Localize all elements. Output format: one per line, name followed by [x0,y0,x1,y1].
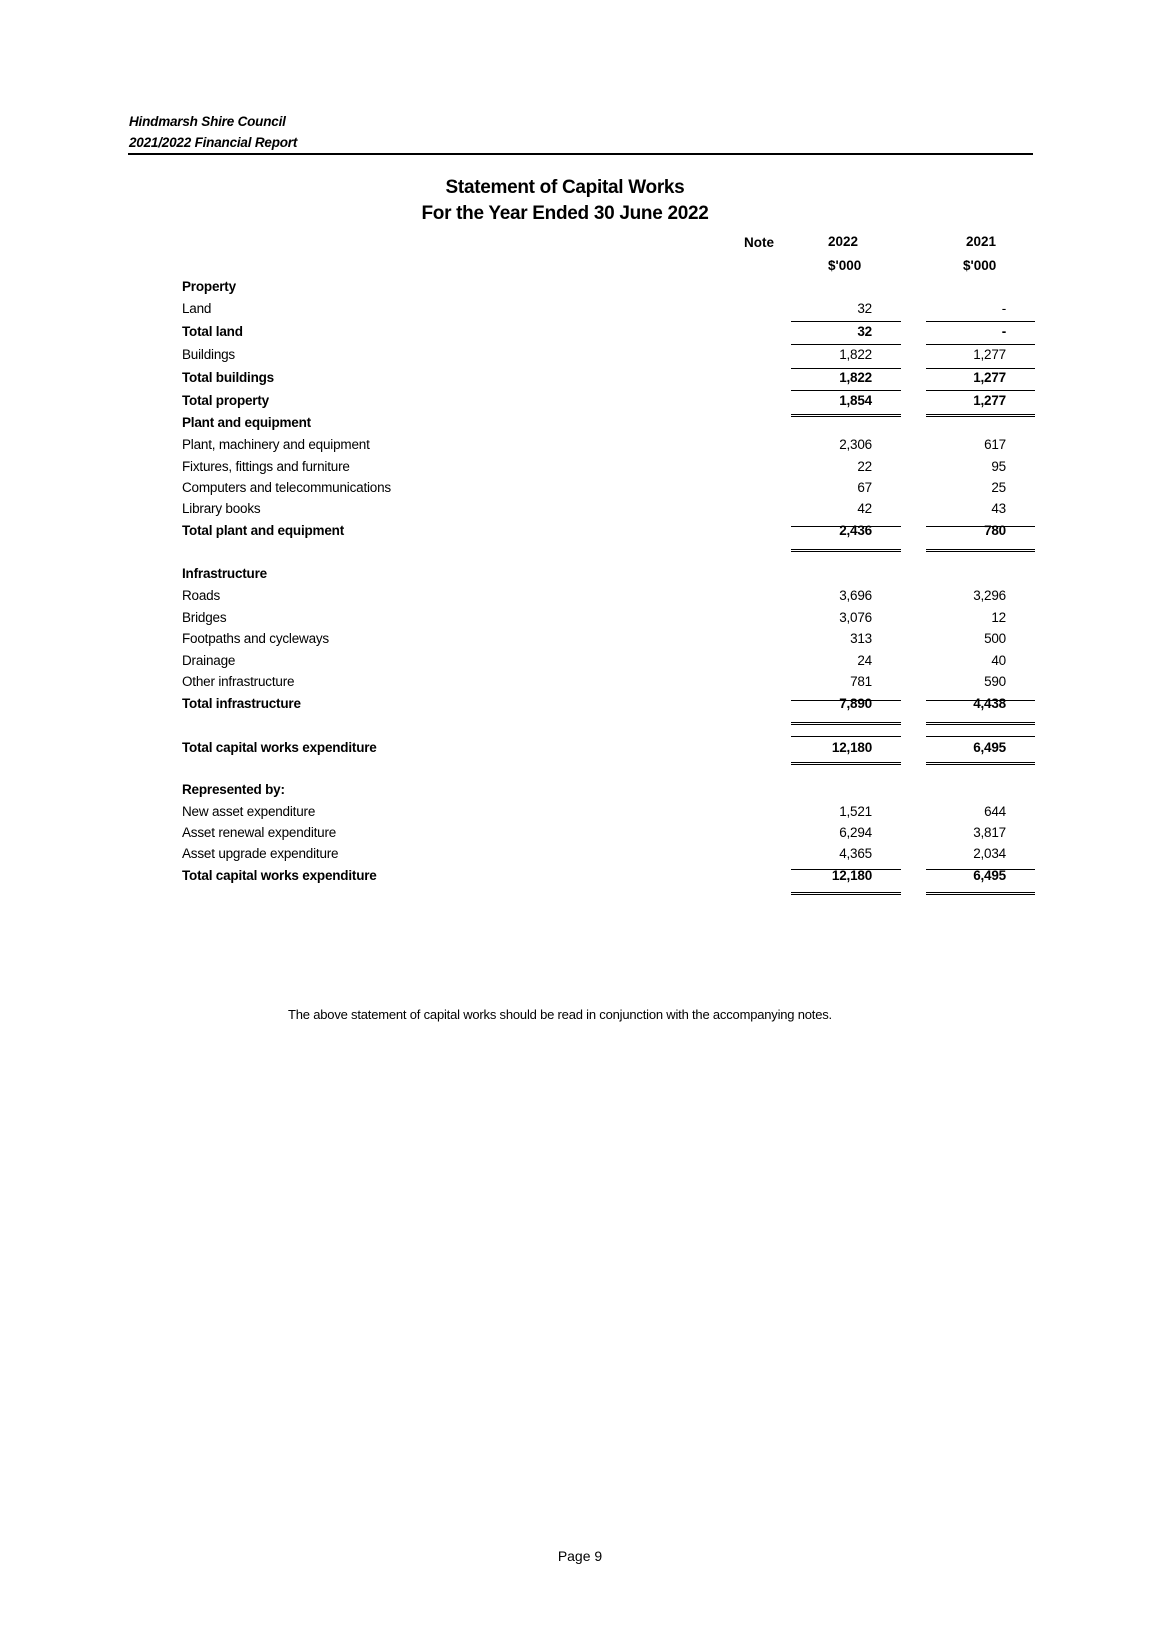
total-rule [791,368,901,369]
value-2021: 2,034 [973,846,1006,861]
table-row [182,566,1032,586]
statement-title: Statement of Capital Works [445,177,685,198]
unit-2022-header: $'000 [828,258,862,273]
note-column-header: Note [744,235,774,250]
total-rule [791,416,901,417]
unit-2021-header: $'000 [963,258,997,273]
row-label: Total infrastructure [182,696,301,711]
table-row [182,415,1032,435]
row-label: Total property [182,393,269,408]
total-rule [926,526,1035,527]
value-2021: 40 [991,653,1006,668]
row-label: Plant, machinery and equipment [182,437,370,452]
total-rule [926,894,1035,895]
table-row [182,846,1032,866]
value-2021: 1,277 [973,393,1006,408]
total-rule [926,414,1035,415]
total-rule [791,724,901,725]
table-row [182,653,1032,673]
value-2021: 3,817 [973,825,1006,840]
value-2022: 1,822 [839,370,872,385]
value-2021: 95 [991,459,1006,474]
value-2022: 22 [857,459,872,474]
table-row [182,501,1032,521]
table-row [182,631,1032,651]
value-2022: 781 [850,674,872,689]
table-row [182,868,1032,888]
total-rule [926,764,1035,765]
total-rule [791,526,901,527]
total-rule [926,892,1035,893]
value-2022: 12,180 [831,868,872,883]
value-2021: 6,495 [973,868,1006,883]
total-rule [926,869,1035,870]
total-rule [791,321,901,322]
value-2022: 7,890 [839,696,872,711]
row-label: Infrastructure [182,566,267,581]
total-rule [791,869,901,870]
total-rule [926,551,1035,552]
value-2021: 617 [984,437,1006,452]
row-label: Total land [182,324,243,339]
row-label: Asset upgrade expenditure [182,846,339,861]
row-label: Land [182,301,212,316]
total-rule [791,764,901,765]
value-2021: 4,438 [973,696,1006,711]
table-row [182,347,1032,367]
total-rule [926,321,1035,322]
row-label: Buildings [182,347,235,362]
table-row [182,370,1032,390]
value-2022: 12,180 [831,740,872,755]
total-rule [791,762,901,763]
value-2022: 1,854 [839,393,872,408]
total-rule [926,416,1035,417]
row-label: Total capital works expenditure [182,740,377,755]
year-2022-header: 2022 [828,234,859,249]
total-rule [926,549,1035,550]
value-2022: 3,076 [839,610,872,625]
value-2021: 500 [984,631,1006,646]
row-label: Footpaths and cycleways [182,631,329,646]
value-2022: 313 [850,631,872,646]
table-row [182,324,1032,344]
table-row [182,301,1032,321]
header-org: Hindmarsh Shire Council [129,114,286,129]
value-2022: 1,822 [839,347,872,362]
value-2022: 42 [857,501,872,516]
value-2021: - [1001,324,1006,339]
value-2022: 32 [857,301,872,316]
total-rule [791,892,901,893]
total-rule [791,390,901,391]
row-label: Other infrastructure [182,674,295,689]
table-row [182,610,1032,630]
value-2021: 25 [991,480,1006,495]
footnote: The above statement of capital works should be read in conjunction with the accompanying notes. [288,1007,832,1022]
total-rule [791,700,901,701]
total-rule [791,722,901,723]
total-rule [926,700,1035,701]
total-rule [926,344,1035,345]
table-row [182,279,1032,299]
value-2021: 43 [991,501,1006,516]
page-number: Page 9 [557,1548,603,1564]
statement-period: For the Year Ended 30 June 2022 [421,203,709,224]
value-2021: 644 [984,804,1006,819]
total-rule [926,722,1035,723]
value-2022: 24 [857,653,872,668]
table-row [182,588,1032,608]
total-rule [791,344,901,345]
value-2021: - [1001,301,1006,316]
value-2022: 6,294 [839,825,872,840]
value-2021: 12 [991,610,1006,625]
value-2022: 2,306 [839,437,872,452]
table-row [182,740,1032,760]
header-report: 2021/2022 Financial Report [129,135,298,150]
total-rule [926,736,1035,737]
value-2021: 780 [984,523,1006,538]
row-label: Drainage [182,653,236,668]
row-label: Total buildings [182,370,274,385]
value-2022: 2,436 [839,523,872,538]
value-2022: 1,521 [839,804,872,819]
value-2021: 3,296 [973,588,1006,603]
table-row [182,480,1032,500]
total-rule [926,368,1035,369]
row-label: Represented by: [182,782,285,797]
total-rule [791,894,901,895]
value-2021: 6,495 [973,740,1006,755]
value-2022: 4,365 [839,846,872,861]
row-label: Property [182,279,236,294]
table-row [182,782,1032,802]
total-rule [791,549,901,550]
row-label: Total plant and equipment [182,523,344,538]
row-label: New asset expenditure [182,804,316,819]
table-row [182,523,1032,543]
table-row [182,804,1032,824]
year-2021-header: 2021 [966,234,997,249]
row-label: Total capital works expenditure [182,868,377,883]
value-2022: 67 [857,480,872,495]
table-row [182,696,1032,716]
value-2021: 1,277 [973,347,1006,362]
row-label: Asset renewal expenditure [182,825,337,840]
total-rule [791,551,901,552]
row-label: Computers and telecommunications [182,480,391,495]
total-rule [791,414,901,415]
total-rule [926,724,1035,725]
value-2021: 590 [984,674,1006,689]
table-row [182,393,1032,413]
total-rule [791,736,901,737]
row-label: Plant and equipment [182,415,311,430]
value-2022: 3,696 [839,588,872,603]
row-label: Library books [182,501,261,516]
total-rule [926,390,1035,391]
total-rule [926,762,1035,763]
value-2022: 32 [857,324,872,339]
table-row [182,437,1032,457]
table-row [182,825,1032,845]
row-label: Fixtures, fittings and furniture [182,459,350,474]
row-label: Roads [182,588,221,603]
value-2021: 1,277 [973,370,1006,385]
table-row [182,674,1032,694]
row-label: Bridges [182,610,227,625]
table-row [182,459,1032,479]
header-rule [128,153,1033,155]
